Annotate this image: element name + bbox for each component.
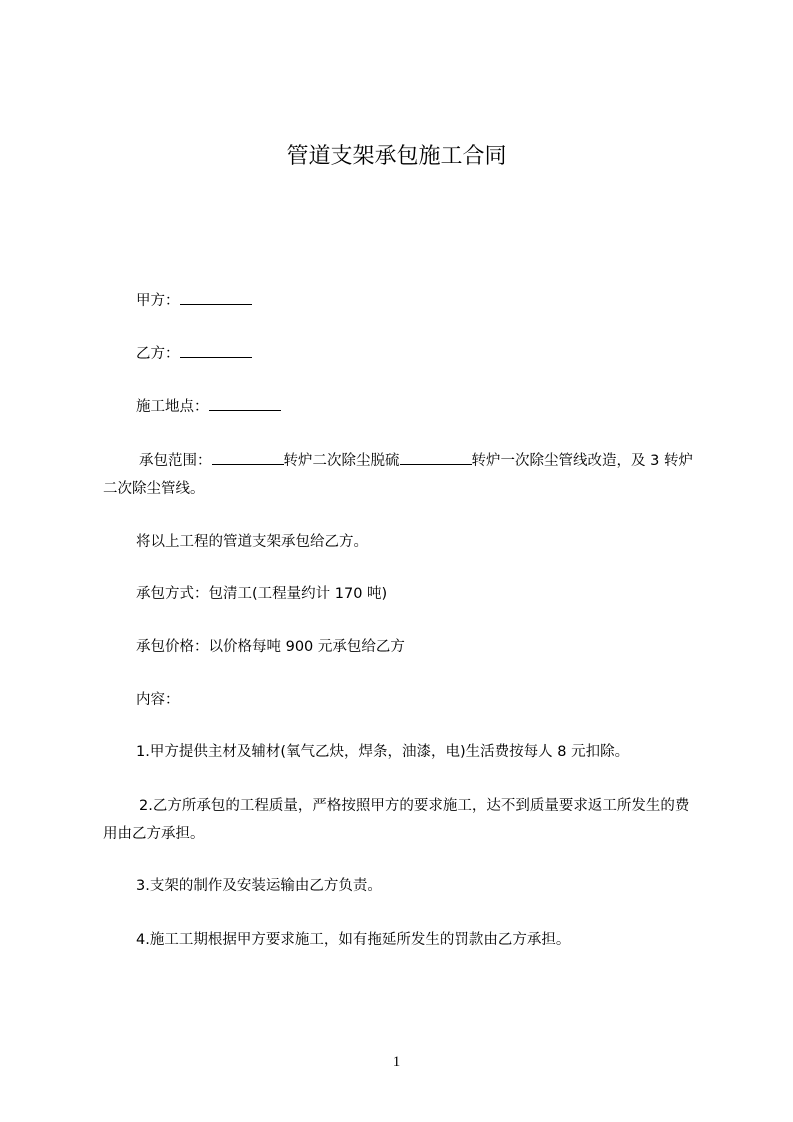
location-blank xyxy=(209,396,281,411)
clause-2: 2.乙方所承包的工程质量，严格按照甲方的要求施工，达不到质量要求返工所发生的费用由乙方承担。 xyxy=(103,798,690,842)
price-paragraph: 承包价格：以价格每吨 900 元承包给乙方 xyxy=(136,639,405,655)
party-a-blank xyxy=(180,290,252,305)
location-label: 施工地点： xyxy=(136,399,209,415)
handover-paragraph: 将以上工程的管道支架承包给乙方。 xyxy=(136,534,368,550)
scope-paragraph xyxy=(103,447,693,503)
party-b-label: 乙方： xyxy=(136,346,180,362)
scope-label: 承包范围： xyxy=(139,453,212,469)
location-line xyxy=(103,393,693,421)
clause-3: 3.支架的制作及安装运输由乙方负责。 xyxy=(136,878,382,894)
page-number: 1 xyxy=(392,1054,401,1070)
method-paragraph: 承包方式：包清工(工程量约计 170 吨) xyxy=(136,586,388,602)
scope-blank-2 xyxy=(400,450,472,465)
scope-blank-1 xyxy=(212,450,284,465)
clause-4: 4.施工工期根据甲方要求施工，如有拖延所发生的罚款由乙方承担。 xyxy=(136,932,571,948)
scope-part-2: 转炉一次除尘管线改造，及 3 转炉二次除尘管线。 xyxy=(103,453,693,497)
party-a-line xyxy=(103,287,693,315)
party-a-label: 甲方： xyxy=(136,293,180,309)
party-b-blank xyxy=(180,343,252,358)
scope-part-1: 转炉二次除尘脱硫 xyxy=(283,453,400,469)
clause-1: 1.甲方提供主材及辅材(氧气乙炔，焊条，油漆，电)生活费按每人 8 元扣除。 xyxy=(136,744,630,760)
document-title: 管道支架承包施工合同 xyxy=(286,144,507,169)
content-label: 内容： xyxy=(136,692,180,708)
party-b-line xyxy=(103,340,693,368)
